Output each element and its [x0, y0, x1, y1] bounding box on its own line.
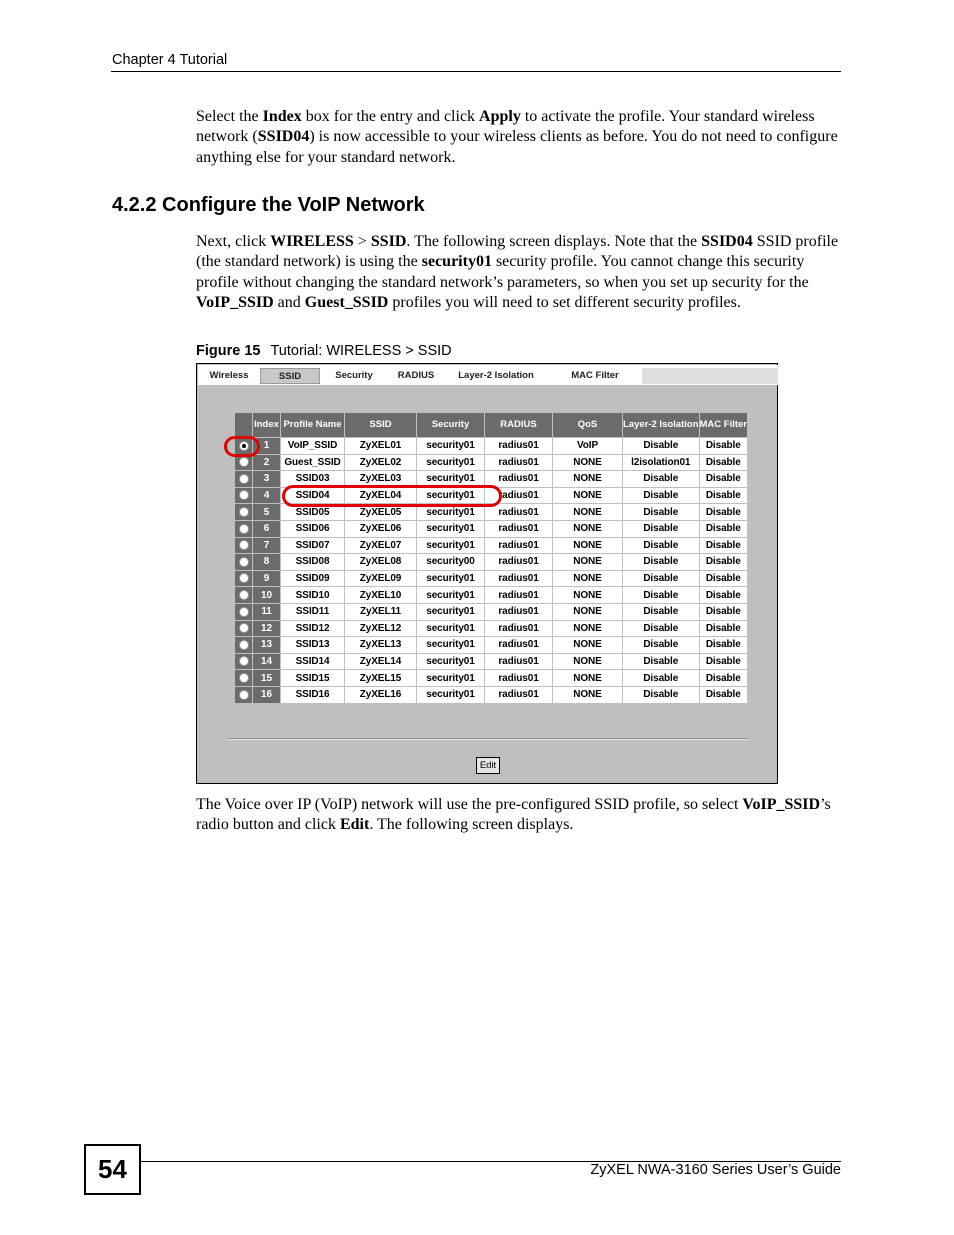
body-paragraph: Next, click WIRELESS > SSID. The following screen displays. Note that the SSID04 SSID profile (the standard network) is using the security01 security profile. You cannot change this security profile without changing the standard network’s parameters, so when you set up security for the VoIP_SSID and Guest_SSID profiles you will need to set different security profiles.	[196, 233, 839, 312]
ssid-cell: ZyXEL01	[345, 438, 417, 455]
security-cell: security01	[417, 670, 485, 687]
row-radio-button[interactable]	[239, 640, 249, 650]
ssid-cell: ZyXEL13	[345, 637, 417, 654]
ssid-cell: ZyXEL03	[345, 471, 417, 488]
index-cell: 8	[253, 554, 281, 571]
security-cell: security01	[417, 504, 485, 521]
table-row	[235, 438, 748, 455]
edit-button[interactable]: Edit	[476, 757, 500, 774]
row-radio-button[interactable]	[239, 590, 249, 600]
profile-name-cell: SSID06	[281, 520, 345, 537]
section-title: 4.2.2 Configure the VoIP Network	[112, 194, 425, 216]
tab-mac-filter[interactable]: MAC Filter	[571, 370, 619, 381]
qos-cell: NONE	[553, 670, 623, 687]
radius-cell: radius01	[485, 438, 553, 455]
header-rule	[111, 71, 841, 72]
qos-cell: NONE	[553, 487, 623, 504]
select-cell	[235, 620, 253, 637]
row-radio-button[interactable]	[239, 607, 249, 617]
profile-name-cell: VoIP_SSID	[281, 438, 345, 455]
index-cell: 13	[253, 637, 281, 654]
mac-filter-cell: Disable	[699, 438, 748, 455]
security-cell: security01	[417, 620, 485, 637]
radius-cell: radius01	[485, 603, 553, 620]
mac-filter-cell: Disable	[699, 620, 748, 637]
security-cell: security01	[417, 570, 485, 587]
security-cell: security01	[417, 454, 485, 471]
figure-caption: Figure 15 Tutorial: WIRELESS > SSID	[196, 343, 452, 359]
table-row	[235, 637, 748, 654]
row-radio-button[interactable]	[239, 540, 249, 550]
qos-cell: NONE	[553, 504, 623, 521]
table-row	[235, 670, 748, 687]
tab-radius[interactable]: RADIUS	[397, 370, 435, 381]
table-row	[235, 520, 748, 537]
qos-cell: NONE	[553, 587, 623, 604]
ssid-cell: ZyXEL14	[345, 653, 417, 670]
index-cell: 9	[253, 570, 281, 587]
layer2-isolation-cell: Disable	[623, 487, 700, 504]
layer2-isolation-cell: Disable	[623, 686, 700, 703]
column-header-qos: QoS	[553, 413, 623, 438]
highlight-ssid04-row	[282, 485, 502, 507]
table-row	[235, 620, 748, 637]
table-row	[235, 554, 748, 571]
qos-cell: NONE	[553, 570, 623, 587]
select-cell	[235, 603, 253, 620]
tab-layer2-isolation[interactable]: Layer-2 Isolation	[458, 370, 534, 381]
qos-cell: VoIP	[553, 438, 623, 455]
highlight-radio-voip	[224, 436, 260, 457]
radius-cell: radius01	[485, 554, 553, 571]
mac-filter-cell: Disable	[699, 471, 748, 488]
security-cell: security01	[417, 603, 485, 620]
layer2-isolation-cell: Disable	[623, 620, 700, 637]
row-radio-button[interactable]	[239, 573, 249, 583]
security-cell: security00	[417, 554, 485, 571]
layer2-isolation-cell: Disable	[623, 504, 700, 521]
mac-filter-cell: Disable	[699, 487, 748, 504]
index-cell: 3	[253, 471, 281, 488]
select-cell	[235, 570, 253, 587]
security-cell: security01	[417, 438, 485, 455]
qos-cell: NONE	[553, 603, 623, 620]
table-row	[235, 603, 748, 620]
security-cell: security01	[417, 653, 485, 670]
row-radio-button[interactable]	[239, 457, 249, 467]
select-cell	[235, 686, 253, 703]
radius-cell: radius01	[485, 620, 553, 637]
index-cell: 4	[253, 487, 281, 504]
footer-guide-title: ZyXEL NWA-3160 Series User’s Guide	[590, 1162, 841, 1178]
security-cell: security01	[417, 487, 485, 504]
select-cell	[235, 487, 253, 504]
tab-security[interactable]: Security	[335, 370, 373, 381]
radius-cell: radius01	[485, 471, 553, 488]
ssid-cell: ZyXEL07	[345, 537, 417, 554]
radius-cell: radius01	[485, 520, 553, 537]
index-cell: 10	[253, 587, 281, 604]
chapter-header: Chapter 4 Tutorial	[112, 52, 228, 68]
profile-name-cell: SSID16	[281, 686, 345, 703]
layer2-isolation-cell: Disable	[623, 670, 700, 687]
layer2-isolation-cell: Disable	[623, 653, 700, 670]
qos-cell: NONE	[553, 454, 623, 471]
ssid-cell: ZyXEL04	[345, 487, 417, 504]
row-radio-button[interactable]	[239, 656, 249, 666]
column-header-index: Index	[253, 413, 281, 438]
layer2-isolation-cell: Disable	[623, 570, 700, 587]
layer2-isolation-cell: Disable	[623, 537, 700, 554]
row-radio-button[interactable]	[239, 673, 249, 683]
layer2-isolation-cell: Disable	[623, 520, 700, 537]
column-header-ssid: SSID	[345, 413, 417, 438]
index-cell: 15	[253, 670, 281, 687]
tab-wireless[interactable]: Wireless	[209, 370, 249, 381]
row-radio-button[interactable]	[239, 557, 249, 567]
index-cell: 7	[253, 537, 281, 554]
profile-name-cell: SSID13	[281, 637, 345, 654]
layer2-isolation-cell: Disable	[623, 603, 700, 620]
table-row	[235, 686, 748, 703]
layer2-isolation-cell: Disable	[623, 587, 700, 604]
qos-cell: NONE	[553, 554, 623, 571]
select-cell	[235, 670, 253, 687]
radius-cell: radius01	[485, 670, 553, 687]
table-row	[235, 570, 748, 587]
profile-name-cell: Guest_SSID	[281, 454, 345, 471]
security-cell: security01	[417, 537, 485, 554]
profile-name-cell: SSID15	[281, 670, 345, 687]
radius-cell: radius01	[485, 487, 553, 504]
radius-cell: radius01	[485, 504, 553, 521]
row-radio-button[interactable]	[239, 524, 249, 534]
intro-paragraph: Select the Index box for the entry and click Apply to activate the profile. Your standard wireless network (SSID04) is now accessible to your wireless clients as before. You do not need to configure anything else for your standard network.	[196, 108, 838, 166]
qos-cell: NONE	[553, 537, 623, 554]
ssid-cell: ZyXEL15	[345, 670, 417, 687]
select-cell	[235, 637, 253, 654]
mac-filter-cell: Disable	[699, 520, 748, 537]
outro-paragraph: The Voice over IP (VoIP) network will use the pre-configured SSID profile, so select VoIP_SSID’s radio button and click Edit. The following screen displays.	[196, 796, 831, 834]
index-cell: 12	[253, 620, 281, 637]
qos-cell: NONE	[553, 653, 623, 670]
ssid-cell: ZyXEL09	[345, 570, 417, 587]
column-header-security: Security	[417, 413, 485, 438]
row-radio-button[interactable]	[239, 690, 249, 700]
mac-filter-cell: Disable	[699, 504, 748, 521]
select-cell	[235, 587, 253, 604]
mac-filter-cell: Disable	[699, 570, 748, 587]
mac-filter-cell: Disable	[699, 670, 748, 687]
index-cell: 2	[253, 454, 281, 471]
layer2-isolation-cell: Disable	[623, 438, 700, 455]
security-cell: security01	[417, 587, 485, 604]
row-radio-button[interactable]	[239, 623, 249, 633]
security-cell: security01	[417, 520, 485, 537]
table-row	[235, 454, 748, 471]
radius-cell: radius01	[485, 570, 553, 587]
page-number: 54	[84, 1144, 141, 1195]
ssid-cell: ZyXEL10	[345, 587, 417, 604]
security-cell: security01	[417, 471, 485, 488]
row-radio-button[interactable]	[239, 490, 249, 500]
column-header-profile-name: Profile Name	[281, 413, 345, 438]
row-radio-button[interactable]	[239, 474, 249, 484]
mac-filter-cell: Disable	[699, 537, 748, 554]
ssid-cell: ZyXEL11	[345, 603, 417, 620]
column-header-mac-filter: MAC Filter	[699, 413, 748, 438]
qos-cell: NONE	[553, 471, 623, 488]
column-header-layer2-isolation: Layer-2 Isolation	[623, 413, 700, 438]
radius-cell: radius01	[485, 587, 553, 604]
ssid-cell: ZyXEL02	[345, 454, 417, 471]
profile-name-cell: SSID09	[281, 570, 345, 587]
radius-cell: radius01	[485, 537, 553, 554]
ssid-cell: ZyXEL05	[345, 504, 417, 521]
select-cell	[235, 520, 253, 537]
radius-cell: radius01	[485, 637, 553, 654]
select-cell	[235, 653, 253, 670]
mac-filter-cell: Disable	[699, 653, 748, 670]
qos-cell: NONE	[553, 637, 623, 654]
separator	[228, 738, 748, 740]
row-radio-button[interactable]	[239, 507, 249, 517]
select-cell	[235, 504, 253, 521]
layer2-isolation-cell: Disable	[623, 554, 700, 571]
ssid-cell: ZyXEL08	[345, 554, 417, 571]
profile-name-cell: SSID11	[281, 603, 345, 620]
profile-name-cell: SSID07	[281, 537, 345, 554]
select-cell	[235, 537, 253, 554]
column-header-radius: RADIUS	[485, 413, 553, 438]
ssid-screenshot	[196, 363, 778, 784]
qos-cell: NONE	[553, 686, 623, 703]
index-cell: 16	[253, 686, 281, 703]
ssid-cell: ZyXEL12	[345, 620, 417, 637]
profile-name-cell: SSID08	[281, 554, 345, 571]
layer2-isolation-cell: l2isolation01	[623, 454, 700, 471]
ssid-cell: ZyXEL16	[345, 686, 417, 703]
table-row	[235, 537, 748, 554]
tab-bar	[198, 365, 778, 385]
mac-filter-cell: Disable	[699, 454, 748, 471]
security-cell: security01	[417, 637, 485, 654]
mac-filter-cell: Disable	[699, 603, 748, 620]
tab-filler	[642, 368, 778, 384]
radius-cell: radius01	[485, 686, 553, 703]
profile-name-cell: SSID14	[281, 653, 345, 670]
profile-name-cell: SSID12	[281, 620, 345, 637]
radius-cell: radius01	[485, 653, 553, 670]
qos-cell: NONE	[553, 620, 623, 637]
profile-name-cell: SSID03	[281, 471, 345, 488]
profile-name-cell: SSID05	[281, 504, 345, 521]
mac-filter-cell: Disable	[699, 637, 748, 654]
mac-filter-cell: Disable	[699, 554, 748, 571]
index-cell: 5	[253, 504, 281, 521]
table-row	[235, 587, 748, 604]
mac-filter-cell: Disable	[699, 686, 748, 703]
table-header-row	[235, 413, 748, 438]
tab-ssid[interactable]: SSID	[260, 368, 320, 384]
select-column-header	[235, 413, 253, 438]
index-cell: 1	[253, 438, 281, 455]
layer2-isolation-cell: Disable	[623, 637, 700, 654]
radius-cell: radius01	[485, 454, 553, 471]
index-cell: 14	[253, 653, 281, 670]
ssid-cell: ZyXEL06	[345, 520, 417, 537]
security-cell: security01	[417, 686, 485, 703]
layer2-isolation-cell: Disable	[623, 471, 700, 488]
qos-cell: NONE	[553, 520, 623, 537]
table-row	[235, 653, 748, 670]
index-cell: 11	[253, 603, 281, 620]
profile-name-cell: SSID04	[281, 487, 345, 504]
profile-name-cell: SSID10	[281, 587, 345, 604]
select-cell	[235, 554, 253, 571]
ssid-table	[234, 412, 748, 704]
select-cell	[235, 471, 253, 488]
mac-filter-cell: Disable	[699, 587, 748, 604]
index-cell: 6	[253, 520, 281, 537]
